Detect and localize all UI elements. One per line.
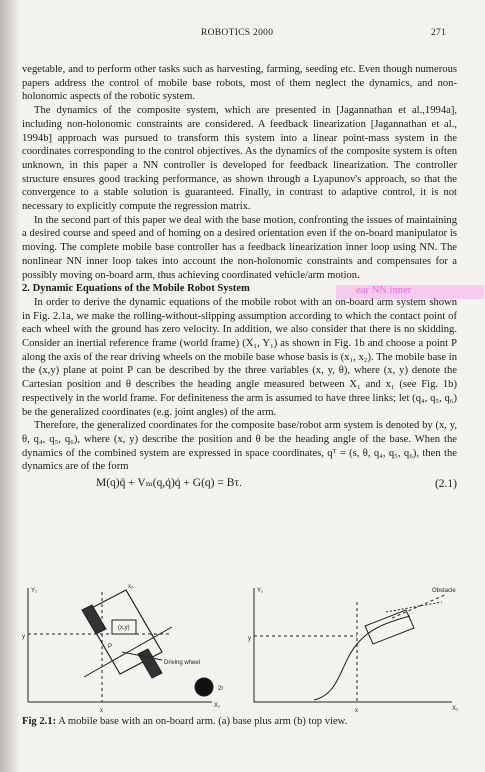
- driving-wheel-label: Driving wheel: [164, 660, 201, 666]
- body-text: [22, 63, 457, 495]
- b-side-label: y: [248, 636, 251, 642]
- driving-wheel-icon: [195, 678, 213, 696]
- wheel-left: [82, 605, 106, 634]
- page-number: 271: [431, 28, 447, 38]
- wheel-radius-label: 2r: [218, 686, 224, 692]
- equation-number: (2.1): [434, 478, 457, 491]
- panel-a: [28, 588, 213, 702]
- figure-drawing: [22, 582, 462, 712]
- paragraph-3: In the second part of this paper we deal with the base motion, confronting the issues of maintaining a desired course and speed and of homing on a desired orientation even if the on-board manipulator is moving. The complete mobile base controller has a feedback linearization inner loop using NN. The nonlinear NN inner loop takes into account the non-holonomic constraints and compensates for a possibly moving on-board arm, thus achieving coordinated vehicle/arm motion.: [22, 214, 457, 281]
- a-x-label: X₁: [214, 703, 221, 709]
- equation-expression: M(q)q̈ + Vₘ(q,q̇)q̇ + G(q) = Bτ.: [96, 477, 242, 490]
- page-header: [0, 28, 485, 42]
- paragraph-4: In order to derive the dynamic equations of the mobile robot with an on-board arm system shown in Fig. 2.1a, we make the rolling-without-slipping assumption according to which the contact point of each wheel with the ground has zero velocity. In addition, we also consider that there is no skidding. Consider an inertial reference frame (world frame) (X₁, Y₁) as shown in Fig. 1b and choose a point P along the axis of the rear driving wheels on the mobile base whose basis is (x₁, x₂). The mobile base in the (x,y) plane at point P can be described by the three variables (x, y, θ), where (x, y) denote the Cartesian position and θ describes the heading angle measured between X₁ and x₁ (see Fig. 1b) respectively in the world frame. For definiteness the arm is assumed to have three links; let (q₄, q₅, q₆) be the generalized coordinates (e.g. joint angles) of the arm.: [22, 296, 457, 418]
- page-binding-shadow: [0, 0, 20, 772]
- pink-highlight-overlay: [336, 285, 484, 299]
- paragraph-1: vegetable, and to perform other tasks such as harvesting, farming, seeding etc. Even though numerous papers address the control of mobile base robots, most of them neglect the dynamics, and non-holonomic aspects of the robotic system.: [22, 64, 457, 103]
- figure-2-1: [22, 582, 462, 712]
- section-title: 2. Dynamic Equations of the Mobile Robot System: [22, 283, 250, 295]
- a-side-label: y: [22, 634, 25, 640]
- b-y-label: Y₁: [257, 588, 264, 594]
- a-bottom-label: x: [100, 708, 103, 712]
- a-top-label: x₂: [128, 584, 134, 590]
- caption-label: Fig 2.1:: [22, 716, 57, 727]
- caption-text: A mobile base with an on-board arm. (a) base plus arm (b) top view.: [56, 716, 348, 727]
- paragraph-5: Therefore, the generalized coordinates for the composite base/robot arm system is denoted by (x, y, θ, q₄, q₅, q₆), where (x, y) describe the position and θ be the heading angle of the base. When the dynamics of the combined system are expressed in space coordinates, qᵀ = (s, θ, q₄, q₅, q₆), then the dynamics are of the form: [22, 420, 457, 473]
- trajectory-path: [314, 616, 410, 700]
- b-x-label: X₁: [452, 706, 459, 712]
- equation-2-1: [22, 475, 457, 495]
- b-base-body: [365, 610, 414, 644]
- b-aux-line: [386, 602, 442, 612]
- figure-caption: [22, 716, 462, 727]
- obstacle-label: Obstacle: [432, 588, 456, 594]
- a-arm-label: (x,y): [118, 625, 130, 631]
- running-title: ROBOTICS 2000: [201, 28, 274, 38]
- paragraph-2: The dynamics of the composite system, which are presented in [Jagannathan et al.,1994a], including non-holonomic constraints are considered. A feedback linearization [Jagannathan et al., 1994b] approach was pursued to transform this system into a linear point-mass system in the coordinates corresponding to the control objectives. As the dynamics of the composite system is often unknown, in this paper a NN controller is developed for feedback linearization. The controller structure ensures good tracking performance, as shown through a Lyapunov's approach, so that the convergence to a stable solution is guaranteed. Finally, in contrast to adaptive control, it is not necessary to explicitly compute the regression matrix.: [22, 105, 457, 213]
- a-y-label: Y₁: [31, 588, 38, 594]
- heading-line: [392, 594, 447, 618]
- b-bottom-label: x: [355, 708, 358, 712]
- panel-b: [254, 588, 452, 702]
- overlay-text: ear NN inner: [356, 285, 412, 296]
- a-point-label: P: [108, 644, 113, 650]
